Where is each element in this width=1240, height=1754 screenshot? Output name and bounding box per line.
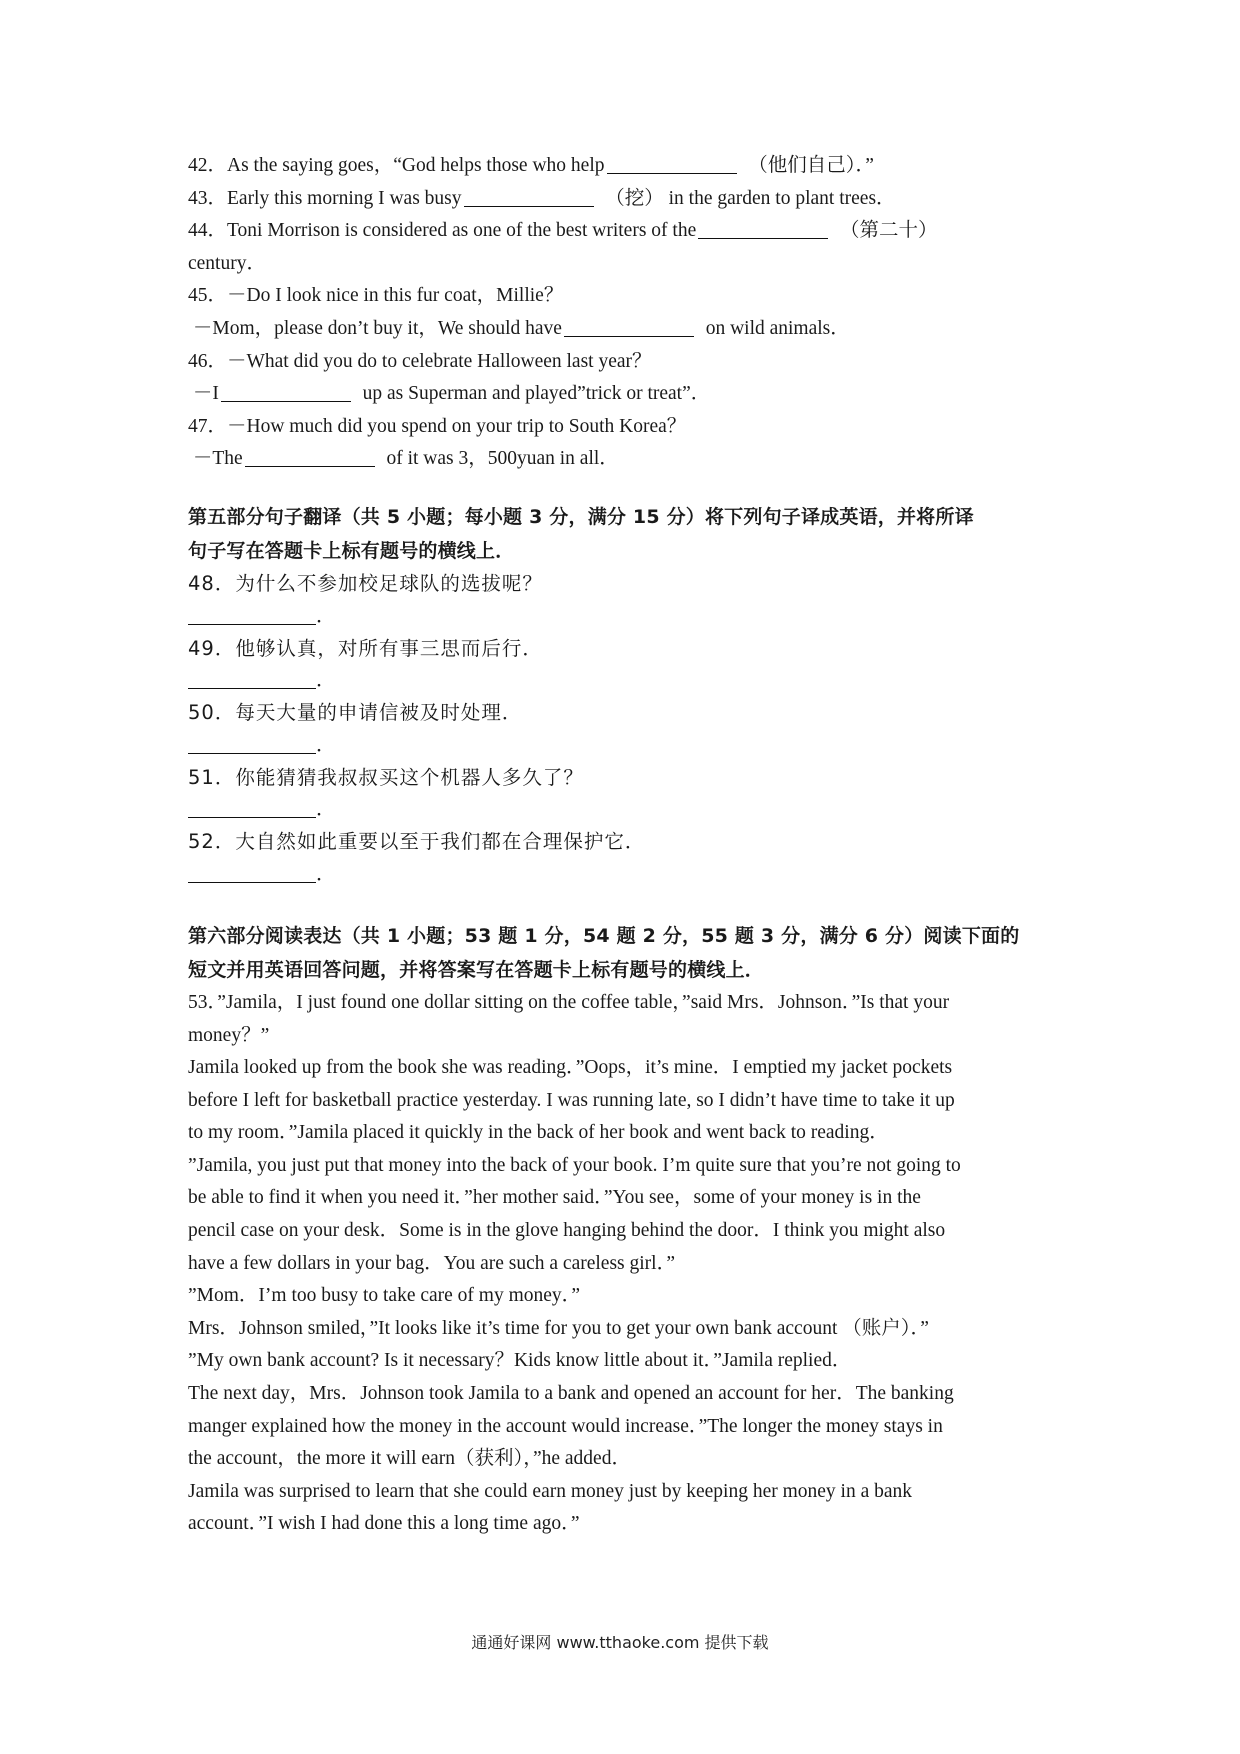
question-51: 51．你能猜猜我叔叔买这个机器人多久了？ xyxy=(188,765,584,789)
question-text-after: of it was 3，500yuan in all． xyxy=(386,448,619,470)
passage-line: The next day，Mrs．Johnson took Jamila to a bank and opened an account for her．The banking xyxy=(188,1383,954,1405)
question-text-after: on wild animals． xyxy=(705,317,850,339)
question-47-prompt: 47．－How much did you spend on your trip to South Korea？ xyxy=(188,415,687,437)
passage-line: ”Jamila, you just put that money into the back of your book. I’m quite sure that you’re not going to xyxy=(188,1154,961,1176)
passage-line: Jamila was surprised to learn that she could earn money just by keeping her money in a bank xyxy=(188,1480,913,1502)
answer-line-51 xyxy=(188,794,1058,826)
question-49: 49．他够认真，对所有事三思而后行． xyxy=(188,636,543,660)
line-end-mark: ． xyxy=(316,863,336,885)
question-44 xyxy=(188,215,1058,248)
answer-line-49 xyxy=(188,665,1058,697)
page-footer: 通通好课网 www.tthaoke.com 提供下载 xyxy=(471,1633,769,1652)
question-46-response xyxy=(188,378,1058,411)
question-text-after: up as Superman and played”trick or treat”． xyxy=(362,383,711,405)
page-content xyxy=(188,150,1058,1541)
answer-blank xyxy=(188,731,316,754)
question-text: －The xyxy=(192,448,243,470)
answer-blank xyxy=(188,602,316,625)
question-50: 50．每天大量的申请信被及时处理． xyxy=(188,701,523,725)
part6-heading-line1: 第六部分阅读表达（共 1 小题；53 题 1 分，54 题 2 分，55 题 3 分，满分 6 分）阅读下面的 xyxy=(188,924,1020,947)
passage-line: be able to find it when you need it．”her mother said．”You see，some of your money is in the xyxy=(188,1187,921,1209)
question-hint: （挖） in the garden to plant trees． xyxy=(605,187,896,209)
answer-blank xyxy=(188,860,316,883)
question-42 xyxy=(188,150,1058,183)
question-text: 43．Early this morning I was busy xyxy=(188,187,462,209)
answer-blank xyxy=(564,314,694,337)
question-text: 44．Toni Morrison is considered as one of the best writers of the xyxy=(188,220,697,242)
question-45-response xyxy=(188,313,1058,346)
question-45-prompt: 45．－Do I look nice in this fur coat，Millie？ xyxy=(188,285,564,307)
answer-line-52 xyxy=(188,859,1058,891)
question-hint: （第二十） xyxy=(840,220,938,242)
question-43 xyxy=(188,183,1058,216)
passage-line: to my room．”Jamila placed it quickly in the back of her book and went back to reading． xyxy=(188,1122,889,1144)
passage-line: have a few dollars in your bag．You are such a careless girl．” xyxy=(188,1252,675,1274)
line-end-mark: ． xyxy=(316,799,336,821)
line-end-mark: ． xyxy=(316,670,336,692)
answer-line-48 xyxy=(188,601,1058,633)
passage-line: the account，the more it will earn（获利），”he added． xyxy=(188,1448,631,1470)
passage-line: Jamila looked up from the book she was reading．”Oops，it’s mine．I emptied my jacket pockets xyxy=(188,1057,953,1079)
answer-blank xyxy=(188,666,316,689)
question-text: －Mom，please don’t buy it，We should have xyxy=(192,317,562,339)
question-text: 42．As the saying goes，“God helps those who help xyxy=(188,155,605,176)
part5-heading-line2: 句子写在答题卡上标有题号的横线上． xyxy=(188,539,515,562)
passage-line: pencil case on your desk．Some is in the glove hanging behind the door．I think you might also xyxy=(188,1220,946,1242)
passage-line: money？” xyxy=(188,1024,270,1046)
answer-blank xyxy=(698,216,828,239)
passage-line: manger explained how the money in the account would increase．”The longer the money stays in xyxy=(188,1415,943,1437)
answer-blank xyxy=(221,379,351,402)
question-52: 52．大自然如此重要以至于我们都在合理保护它． xyxy=(188,830,646,854)
answer-blank xyxy=(607,151,737,174)
question-44-continued: century． xyxy=(188,252,266,274)
line-end-mark: ． xyxy=(316,734,336,756)
answer-blank xyxy=(245,444,375,467)
passage-line: ”My own bank account? Is it necessary？Kids know little about it．”Jamila replied． xyxy=(188,1350,852,1372)
part5-heading-line1: 第五部分句子翻译（共 5 小题；每小题 3 分，满分 15 分）将下列句子译成英语，并将所译 xyxy=(188,505,974,528)
answer-blank xyxy=(464,184,594,207)
answer-blank xyxy=(188,795,316,818)
part6-heading-line2: 短文并用英语回答问题，并将答案写在答题卡上标有题号的横线上． xyxy=(188,958,765,981)
question-48: 48．为什么不参加校足球队的选拔呢？ xyxy=(188,571,543,595)
answer-line-50 xyxy=(188,730,1058,762)
line-end-mark: ． xyxy=(316,605,336,627)
passage-line: Mrs．Johnson smiled，”It looks like it’s time for you to get your own bank account （账户）．” xyxy=(188,1317,929,1339)
question-hint: （他们自己）．” xyxy=(748,155,874,176)
passage-line: 53．”Jamila，I just found one dollar sitting on the coffee table，”said Mrs．Johnson．”Is that your xyxy=(188,991,950,1013)
question-text: －I xyxy=(192,383,219,405)
passage-line: before I left for basketball practice yesterday. I was running late, so I didn’t have time to take it up xyxy=(188,1089,955,1111)
question-47-response xyxy=(188,443,1058,476)
passage-line: account．”I wish I had done this a long time ago．” xyxy=(188,1513,580,1535)
passage-line: ”Mom．I’m too busy to take care of my money．” xyxy=(188,1285,581,1307)
question-46-prompt: 46．－What did you do to celebrate Halloween last year？ xyxy=(188,350,652,372)
